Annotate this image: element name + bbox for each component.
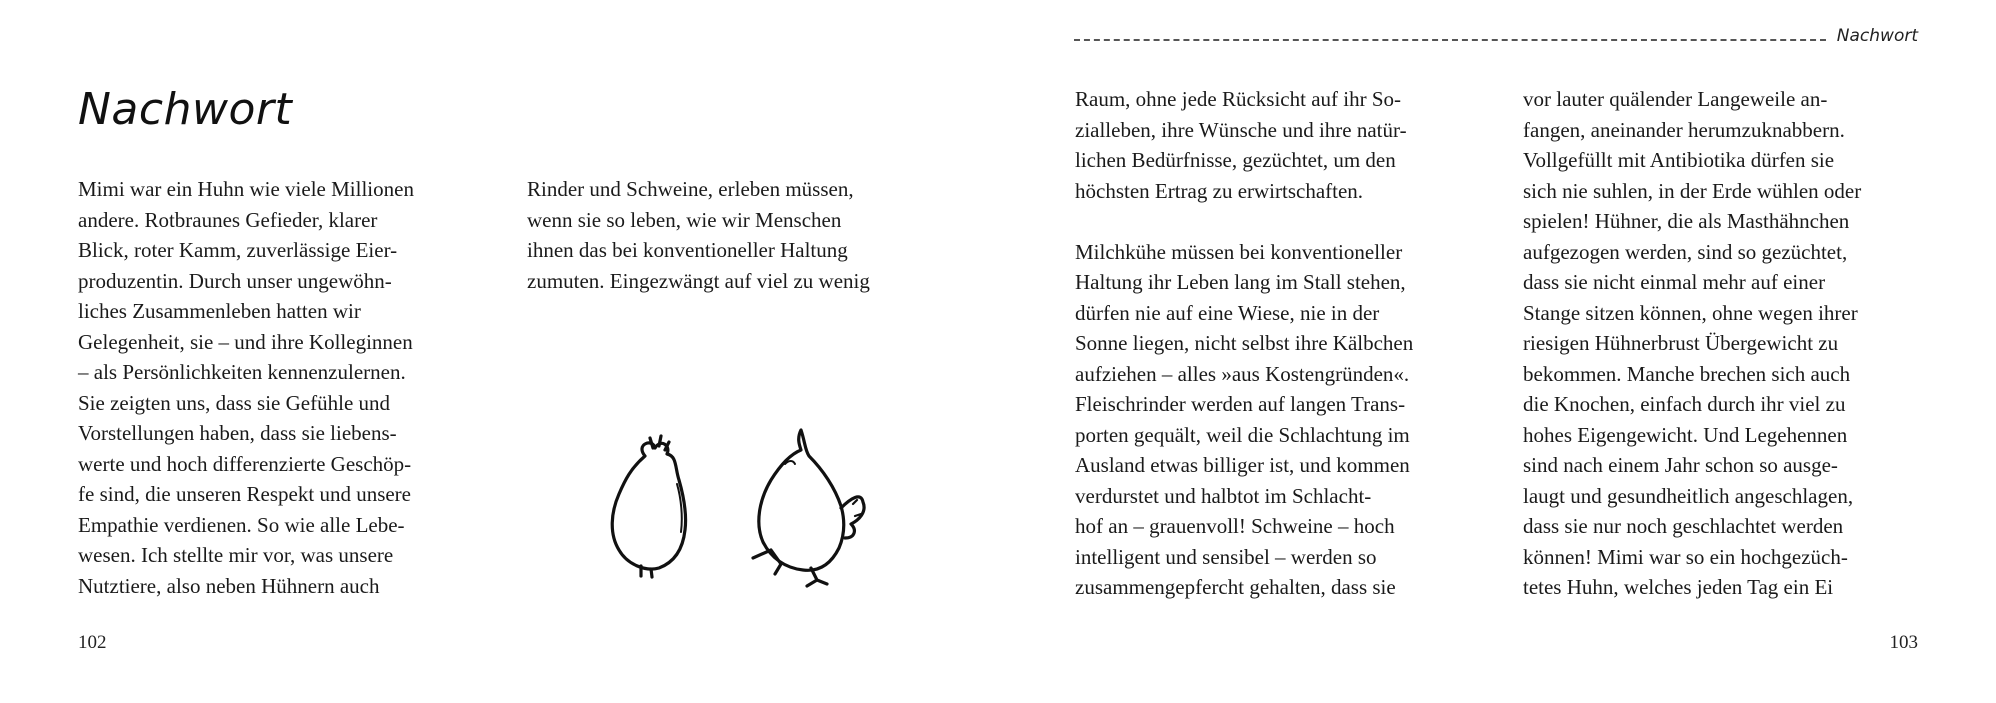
text-line: sind nach einem Jahr schon so ausge- xyxy=(1523,453,1838,477)
right-column-2 xyxy=(1523,84,1861,603)
text-line: Stange sitzen können, ohne wegen ihrer xyxy=(1523,300,1858,325)
text-line: lichen Bedürfnisse, gezüchtet, um den xyxy=(1075,148,1396,172)
text-line: bekommen. Manche brechen sich auch xyxy=(1523,361,1851,386)
text-line: Vorstellungen haben, dass sie liebens- xyxy=(78,421,397,445)
text-line: Milchkühe müssen bei konventioneller xyxy=(1075,239,1403,264)
text-line: – als Persönlichkeiten kennenzulernen. xyxy=(78,360,406,384)
text-line: hohes Eigengewicht. Und Legehennen xyxy=(1523,422,1848,447)
text-line: dass sie nur noch geschlachtet werden xyxy=(1523,514,1844,538)
text-line: zialleben, ihre Wünsche und ihre natür- xyxy=(1075,117,1407,142)
text-line: andere. Rotbraunes Gefieder, klarer xyxy=(78,207,378,232)
text-line: tetes Huhn, welches jeden Tag ein Ei xyxy=(1523,575,1834,599)
text-line: wenn sie so leben, wie wir Menschen xyxy=(527,207,842,232)
text-line: Raum, ohne jede Rücksicht auf ihr So- xyxy=(1075,87,1402,111)
text-line: verdurstet und halbtot im Schlacht- xyxy=(1075,483,1372,508)
two-chickens-sketch-icon xyxy=(605,424,895,594)
text-line: spielen! Hühner, die als Masthähnchen xyxy=(1523,209,1850,233)
text-line: vor lauter quälender Langeweile an- xyxy=(1523,87,1828,111)
text-line: zumuten. Eingezwängt auf viel zu wenig xyxy=(527,268,870,293)
text-line: sich nie suhlen, in der Erde wühlen oder xyxy=(1523,178,1862,203)
text-line: werte und hoch differenzierte Geschöp- xyxy=(78,451,412,476)
text-line: Gelegenheit, sie – und ihre Kolleginnen xyxy=(78,329,413,354)
text-line: Sonne liegen, nicht selbst ihre Kälbchen xyxy=(1075,331,1414,355)
text-line: riesigen Hühnerbrust Übergewicht zu xyxy=(1523,331,1839,355)
chapter-title: Nachwort xyxy=(78,84,293,135)
right-column-1 xyxy=(1075,84,1413,603)
page-number-right: 103 xyxy=(1889,632,1918,653)
text-line: Ausland etwas billiger ist, und kommen xyxy=(1075,453,1410,477)
text-line: Haltung ihr Leben lang im Stall stehen, xyxy=(1075,270,1406,294)
text-line: die Knochen, einfach durch ihr viel zu xyxy=(1523,392,1846,416)
text-line: höchsten Ertrag zu erwirtschaften. xyxy=(1075,178,1364,203)
text-line: porten gequält, weil die Schlachtung im xyxy=(1075,422,1410,447)
text-line: Mimi war ein Huhn wie viele Millionen xyxy=(78,177,414,201)
text-line: Fleischrinder werden auf langen Trans- xyxy=(1075,392,1406,416)
text-line: aufgezogen werden, sind so gezüchtet, xyxy=(1523,239,1848,264)
text-line: fangen, aneinander herumzuknabbern. xyxy=(1523,117,1845,142)
text-line: laugt und gesundheitlich angeschlagen, xyxy=(1523,483,1854,508)
text-line: Sie zeigten uns, dass sie Gefühle und xyxy=(78,390,391,415)
text-line: zusammengepfercht gehalten, dass sie xyxy=(1075,575,1396,599)
text-line: liches Zusammenleben hatten wir xyxy=(78,299,361,323)
text-line: intelligent und sensibel – werden so xyxy=(1075,544,1377,569)
running-head-rule xyxy=(1074,39,1826,41)
text-line: wesen. Ich stellte mir vor, was unsere xyxy=(78,543,394,567)
text-line: Nutztiere, also neben Hühnern auch xyxy=(78,573,380,598)
text-line: können! Mimi war so ein hochgezüch- xyxy=(1523,544,1848,569)
text-line: fe sind, die unseren Respekt und unsere xyxy=(78,482,411,506)
text-line: dass sie nicht einmal mehr auf einer xyxy=(1523,270,1826,294)
text-line: dürfen nie auf eine Wiese, nie in der xyxy=(1075,300,1380,325)
text-line: produzentin. Durch unser ungewöhn- xyxy=(78,268,392,293)
running-head xyxy=(1074,24,1918,50)
left-column-2 xyxy=(527,174,870,296)
running-head-title: Nachwort xyxy=(1836,26,1918,46)
left-column-1 xyxy=(78,174,414,601)
text-line: hof an – grauenvoll! Schweine – hoch xyxy=(1075,514,1395,538)
page-number-left: 102 xyxy=(78,632,107,653)
paragraph-gap xyxy=(1075,206,1413,237)
text-line: Empathie verdienen. So wie alle Lebe- xyxy=(78,512,405,537)
text-line: Rinder und Schweine, erleben müssen, xyxy=(527,177,854,201)
text-line: ihnen das bei konventioneller Haltung xyxy=(527,238,848,262)
text-line: Blick, roter Kamm, zuverlässige Eier- xyxy=(78,238,398,262)
text-line: aufziehen – alles »aus Kostengründen«. xyxy=(1075,361,1410,386)
text-line: Vollgefüllt mit Antibiotika dürfen sie xyxy=(1523,148,1835,172)
right-page xyxy=(998,0,1996,703)
